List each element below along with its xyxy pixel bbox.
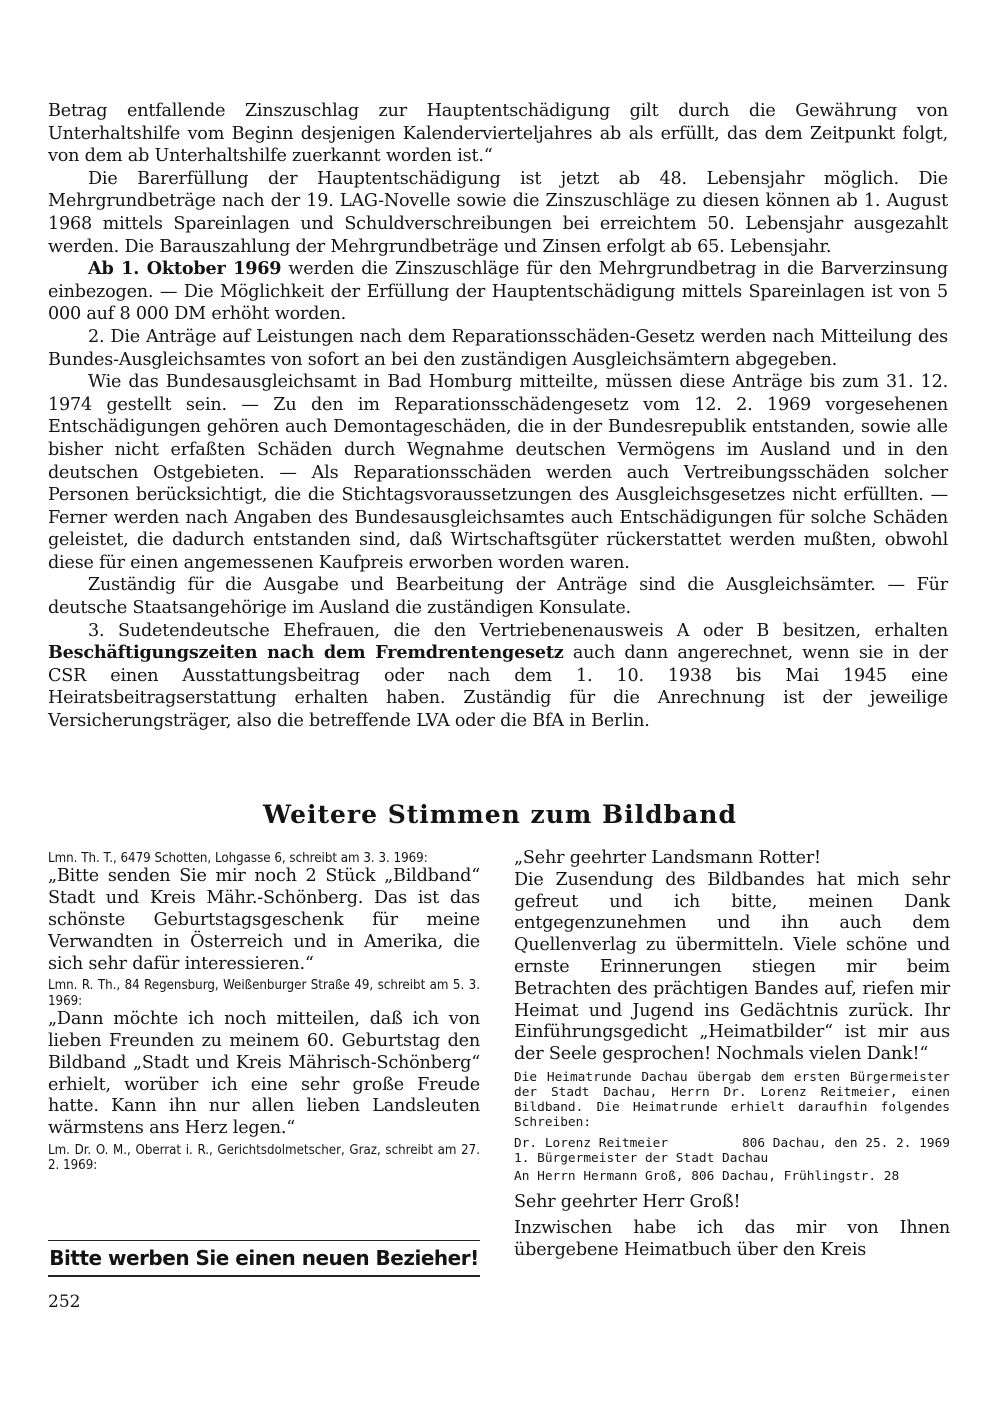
paragraph-2: Die Barerfüllung der Hauptentschädigung ist jetzt ab 48. Lebensjahr möglich. Die Mehrgrundbeträge nach der 19. LAG-Novelle sowie die Zinszuschläge zu diesen können ab 1. August 1968 mittels Spareinlagen und Schuldverschreibungen bei erreichtem 50. Lebensjahr ausgezahlt werden. Die Barauszahlung der Mehrgrundbeträge und Zinsen erfolgt ab 65. Lebensjahr. bbox=[48, 168, 948, 257]
right-column bbox=[514, 848, 950, 1261]
sender-date: 806 Dachau, den 25. 2. 1969 bbox=[741, 1135, 950, 1151]
intro-note: Die Heimatrunde Dachau übergab dem ersten Bürgermeister der Stadt Dachau, Herrn Dr. Lorenz Reitmeier, einen Bildband. Die Heimatrunde erhielt daraufhin folgendes Schreiben: bbox=[514, 1069, 950, 1130]
source-line-3: Lm. Dr. O. M., Oberrat i. R., Gerichtsdolmetscher, Graz, schreibt am 27. 2. 1969: bbox=[48, 1142, 480, 1174]
letter-greeting: „Sehr geehrter Landsmann Rotter! bbox=[514, 848, 821, 868]
paragraph-1: Betrag entfallende Zinszuschlag zur Hauptentschädigung gilt durch die Gewährung von Unterhaltshilfe vom Beginn desjenigen Kalendervierteljahres ab als erfüllt, das dem Zeitpunkt folgt, von dem ab Unterhaltshilfe zuerkannt worden ist.“ bbox=[48, 101, 948, 167]
paragraph-3-bold: Ab 1. Oktober 1969 bbox=[88, 258, 282, 280]
quote-2: „Dann möchte ich noch mitteilen, daß ich von lieben Freunden zu meinem 60. Geburtstag den Bildband „Stadt und Kreis Mährisch-Schönberg“ erhielt, worüber ich eine sehr große Freude hatte. Kann ihn nur allen lieben Landsleuten wärmstens ans Herz legen.“ bbox=[48, 1009, 480, 1139]
letter-body: Die Zusendung des Bildbandes hat mich sehr gefreut und ich bitte, meinen Dank entgegenzunehmen und ihn auch dem Quellenverlag zu übermitteln. Viele schöne und ernste Erinnerungen stiegen mir beim Betrachten des prächtigen Bandes auf, riefen mir Heimat und Jugend ins Gedächtnis zurück. Ihr Einführungsgedicht „Heimatbilder“ ist mir aus der Seele gesprochen! Nochmals vielen Dank!“ bbox=[514, 869, 950, 1065]
paragraph-5: Wie das Bundesausgleichsamt in Bad Homburg mitteilte, müssen diese Anträge bis zum 31. 12. 1974 gestellt sein. — Zu den im Reparationsschädengesetz vom 12. 2. 1969 vorgesehenen Entschädigungen gehören auch Demontageschäden, die in der Bundesrepublik entstanden, sowie alle bisher nicht erfaßten Schäden durch Wegnahme deutschen Vermögens im Ausland und in den deutschen Ostgebieten. — Als Reparationsschäden werden auch Vertreibungsschäden solcher Personen berücksichtigt, die die Stichtagsvoraussetzungen des Ausgleichsgesetzes nicht erfüllten. — Ferner werden nach Angaben des Bundesausgleichsamtes auch Entschädigungen für solche Schäden geleistet, die dadurch entstanden sind, daß Wirtschaftsgüter rückerstattet werden mußten, obwohl diese für einen angemessenen Kaufpreis erworben worden waren. bbox=[48, 372, 948, 573]
paragraph-7 bbox=[48, 620, 948, 733]
paragraph-6: Zuständig für die Ausgabe und Bearbeitung der Anträge sind die Ausgleichsämter. — Für deutsche Staatsangehörige im Ausland die zuständigen Konsulate. bbox=[48, 575, 948, 619]
paragraph-7-start: 3. Sudetendeutsche Ehefrauen, die den Vertriebenenausweis A oder B besitzen, erhalten bbox=[88, 620, 948, 641]
paragraph-3 bbox=[48, 258, 948, 326]
paragraph-7-bold: Beschäftigungszeiten nach dem Fremdrentengesetz bbox=[48, 642, 564, 664]
recipient-line: An Herrn Hermann Groß, 806 Dachau, Frühlingstr. 28 bbox=[514, 1168, 900, 1184]
page-number: 252 bbox=[48, 1292, 81, 1312]
subscriber-banner: Bitte werben Sie einen neuen Bezieher! bbox=[48, 1240, 480, 1277]
article-top bbox=[48, 100, 948, 733]
section-heading: Weitere Stimmen zum Bildband bbox=[263, 800, 737, 829]
sender-line bbox=[514, 1136, 950, 1151]
sender-name: Dr. Lorenz Reitmeier bbox=[514, 1135, 669, 1151]
letter-greeting-2: Sehr geehrter Herr Groß! bbox=[514, 1191, 741, 1212]
left-column bbox=[48, 848, 480, 1174]
paragraph-7-end: auch dann angerechnet, wenn sie in der CSR einen Ausstattungsbeitrag oder nach dem 1. 10. 1938 bis Mai 1945 eine Heiratsbeitragserstattung erhalten haben. Zuständig für die Anrechnung ist der jeweilige Versicherungsträger, also die betreffende LVA oder die BfA in Berlin. bbox=[48, 643, 948, 732]
paragraph-4: 2. Die Anträge auf Leistungen nach dem Reparationsschäden-Gesetz werden nach Mitteilung des Bundes-Ausgleichsamtes von sofort an bei den zuständigen Ausgleichsämtern abgegeben. bbox=[48, 326, 948, 370]
paragraph-3-rest: werden die Zinszuschläge für den Mehrgrundbetrag in die Barverzinsung einbezogen. — Die Möglichkeit der Erfüllung der Hauptentschädigung mittels Spareinlagen ist von 5 000 auf 8 000 DM erhöht worden. bbox=[48, 259, 948, 325]
letter-body-2: Inzwischen habe ich das mir von Ihnen übergebene Heimatbuch über den Kreis bbox=[514, 1217, 950, 1260]
source-line-1: Lmn. Th. T., 6479 Schotten, Lohgasse 6, schreibt am 3. 3. 1969: bbox=[48, 851, 428, 866]
sender-title: 1. Bürgermeister der Stadt Dachau bbox=[514, 1150, 769, 1166]
source-line-2: Lmn. R. Th., 84 Regensburg, Weißenburger Straße 49, schreibt am 5. 3. 1969: bbox=[48, 978, 480, 1009]
quote-1: „Bitte senden Sie mir noch 2 Stück „Bildband“ Stadt und Kreis Mähr.-Schönberg. Das ist das schönste Geburtstagsgeschenk für meine Verwandten in Österreich und in Amerika, die sich sehr dafür interessieren.“ bbox=[48, 866, 480, 974]
